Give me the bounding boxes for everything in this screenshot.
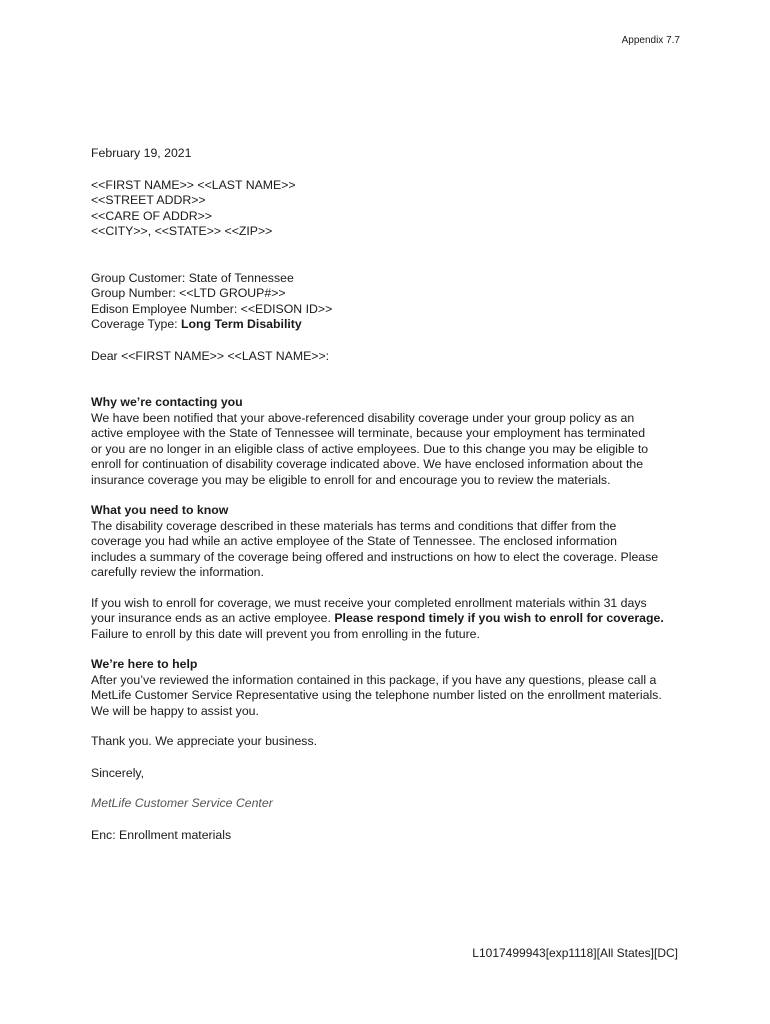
paragraph-line: includes a summary of the coverage being offered and instructions on how to elect the coverage. Please	[91, 549, 659, 564]
section-what-to-know	[91, 503, 691, 581]
paragraph-line: or you are no longer in an eligible class of active employees. Due to this change you may be eligible to	[91, 441, 649, 456]
signature: MetLife Customer Service Center	[91, 796, 273, 810]
recipient-street: <<STREET ADDR>>	[91, 193, 206, 207]
paragraph-line: If you wish to enroll for coverage, we must receive your completed enrollment materials within 31 days	[91, 595, 647, 610]
closing: Sincerely,	[91, 765, 145, 780]
section-heading: We’re here to help	[91, 657, 198, 671]
group-number: Group Number: <<LTD GROUP#>>	[91, 286, 286, 300]
section-here-to-help	[91, 657, 691, 719]
recipient-care-of: <<CARE OF ADDR>>	[91, 208, 212, 223]
employee-number: Edison Employee Number: <<EDISON ID>>	[91, 301, 333, 316]
section-why-contacting	[91, 395, 691, 488]
paragraph-line: insurance coverage you may be eligible to enroll for and encourage you to review the materials.	[91, 472, 611, 487]
thank-you-line: Thank you. We appreciate your business.	[91, 734, 318, 748]
paragraph-line: active employee with the State of Tennessee will terminate, because your employment has terminated	[91, 426, 646, 440]
paragraph-line: The disability coverage described in these materials has terms and conditions that differ from the	[91, 518, 617, 533]
enclosure-note: Enc: Enrollment materials	[91, 827, 232, 842]
paragraph-line: enroll for continuation of disability coverage indicated above. We have enclosed information about the	[91, 457, 644, 471]
recipient-address	[91, 178, 691, 240]
paragraph-line: coverage you had while an active employee of the State of Tennessee. The enclosed information	[91, 534, 617, 548]
document-code: L1017499943[exp1118][All States][DC]	[472, 946, 678, 960]
paragraph-line: MetLife Customer Service Representative using the telephone number listed on the enrollment materials.	[91, 688, 662, 702]
paragraph-line: We will be happy to assist you.	[91, 703, 259, 718]
enroll-deadline-text: your insurance ends as an active employee.	[91, 611, 335, 625]
reference-block	[91, 271, 691, 333]
coverage-type-label: Coverage Type:	[91, 317, 182, 331]
paragraph-line: Failure to enroll by this date will prevent you from enrolling in the future.	[91, 626, 480, 641]
letter-date: February 19, 2021	[91, 146, 192, 160]
paragraph-line	[91, 611, 691, 627]
section-enroll	[91, 596, 691, 643]
coverage-type-value: Long Term Disability	[181, 317, 302, 331]
salutation: Dear <<FIRST NAME>> <<LAST NAME>>:	[91, 348, 330, 363]
paragraph-line: carefully review the information.	[91, 565, 264, 579]
letter-body	[91, 146, 691, 843]
enroll-emphasis-text: Please respond timely if you wish to enroll for coverage.	[334, 611, 664, 625]
group-customer: Group Customer: State of Tennessee	[91, 270, 294, 285]
recipient-name: <<FIRST NAME>> <<LAST NAME>>	[91, 177, 296, 192]
section-heading: Why we’re contacting you	[91, 395, 243, 409]
coverage-type	[91, 317, 691, 333]
section-heading: What you need to know	[91, 503, 229, 517]
recipient-city-state-zip: <<CITY>>, <<STATE>> <<ZIP>>	[91, 224, 273, 238]
paragraph-line: We have been notified that your above-referenced disability coverage under your group policy as an	[91, 410, 635, 425]
appendix-label: Appendix 7.7	[621, 35, 680, 46]
paragraph-line: After you’ve reviewed the information contained in this package, if you have any questions, please call a	[91, 672, 657, 687]
